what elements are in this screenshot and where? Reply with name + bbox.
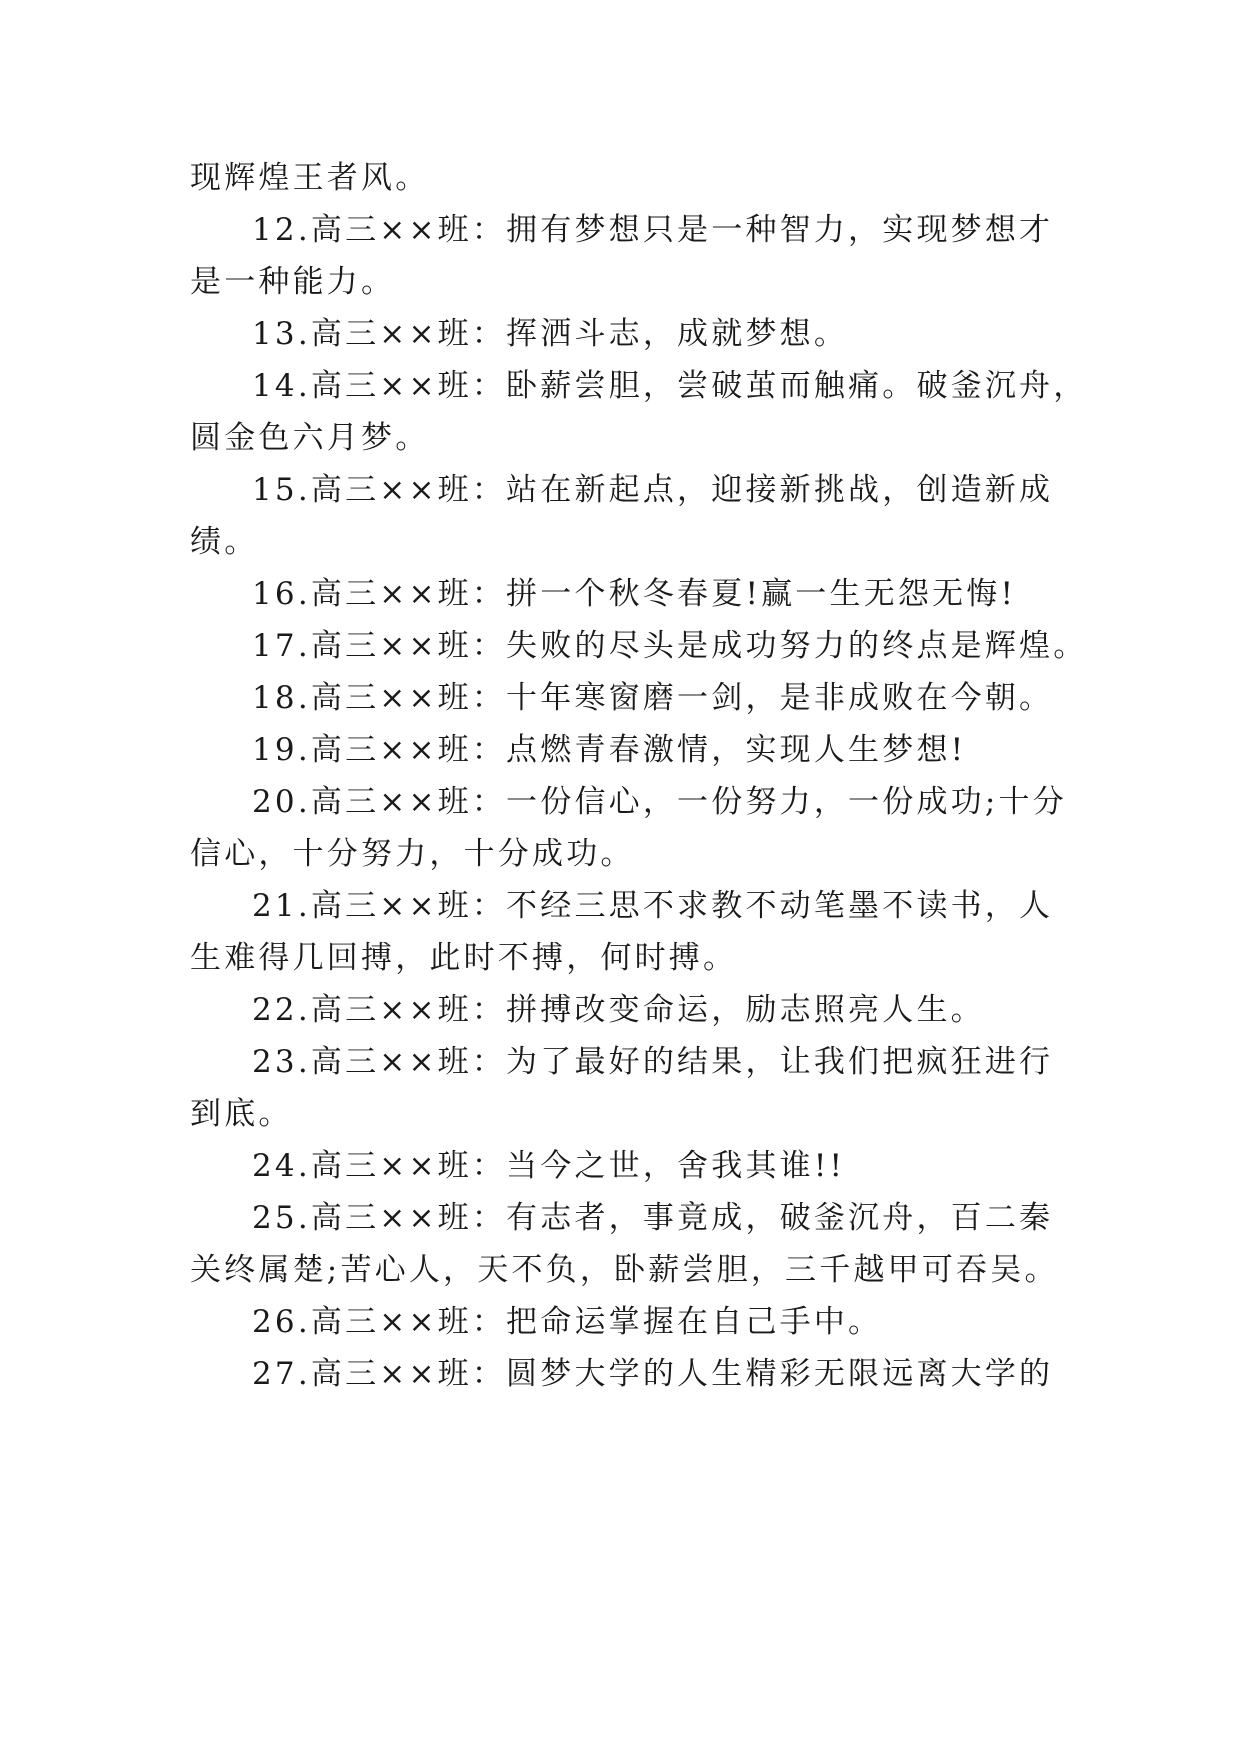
- slogan-item-15: 15.高三××班：站在新起点，迎接新挑战，创造新成: [252, 472, 1054, 508]
- text-line-continuation: 信心，十分努力，十分成功。: [190, 836, 635, 872]
- text-line-continuation: 现辉煌王者风。: [190, 160, 430, 196]
- slogan-item-27: 27.高三××班：圆梦大学的人生精彩无限远离大学的: [252, 1356, 1054, 1392]
- slogan-item-18: 18.高三××班：十年寒窗磨一剑，是非成败在今朝。: [252, 680, 1054, 716]
- slogan-item-13: 13.高三××班：挥洒斗志，成就梦想。: [252, 316, 849, 352]
- text-line-continuation: 关终属楚;苦心人，天不负，卧薪尝胆，三千越甲可吞吴。: [190, 1252, 1059, 1288]
- slogan-item-14: 14.高三××班：卧薪尝胆，尝破茧而触痛。破釜沉舟，: [252, 368, 1088, 404]
- slogan-item-17: 17.高三××班：失败的尽头是成功努力的终点是辉煌。: [252, 628, 1088, 664]
- slogan-item-23: 23.高三××班：为了最好的结果，让我们把疯狂进行: [252, 1044, 1054, 1080]
- slogan-item-24: 24.高三××班：当今之世，舍我其谁!!: [252, 1148, 846, 1184]
- text-line-continuation: 是一种能力。: [190, 264, 396, 300]
- text-line-continuation: 圆金色六月梦。: [190, 420, 430, 456]
- slogan-item-12: 12.高三××班：拥有梦想只是一种智力，实现梦想才: [252, 212, 1054, 248]
- text-line-continuation: 生难得几回搏，此时不搏，何时搏。: [190, 940, 738, 976]
- slogan-item-25: 25.高三××班：有志者，事竟成，破釜沉舟，百二秦: [252, 1200, 1054, 1236]
- slogan-item-26: 26.高三××班：把命运掌握在自己手中。: [252, 1304, 883, 1340]
- text-line-continuation: 到底。: [190, 1096, 293, 1132]
- slogan-item-21: 21.高三××班：不经三思不求教不动笔墨不读书，人: [252, 888, 1054, 924]
- text-line-continuation: 绩。: [190, 524, 259, 560]
- slogan-item-20: 20.高三××班：一份信心，一份努力，一份成功;十分: [252, 784, 1067, 820]
- slogan-item-19: 19.高三××班：点燃青春激情，实现人生梦想!: [252, 732, 967, 768]
- slogan-item-22: 22.高三××班：拼搏改变命运，励志照亮人生。: [252, 992, 985, 1028]
- slogan-item-16: 16.高三××班：拼一个秋冬春夏!赢一生无怨无悔!: [252, 576, 1017, 612]
